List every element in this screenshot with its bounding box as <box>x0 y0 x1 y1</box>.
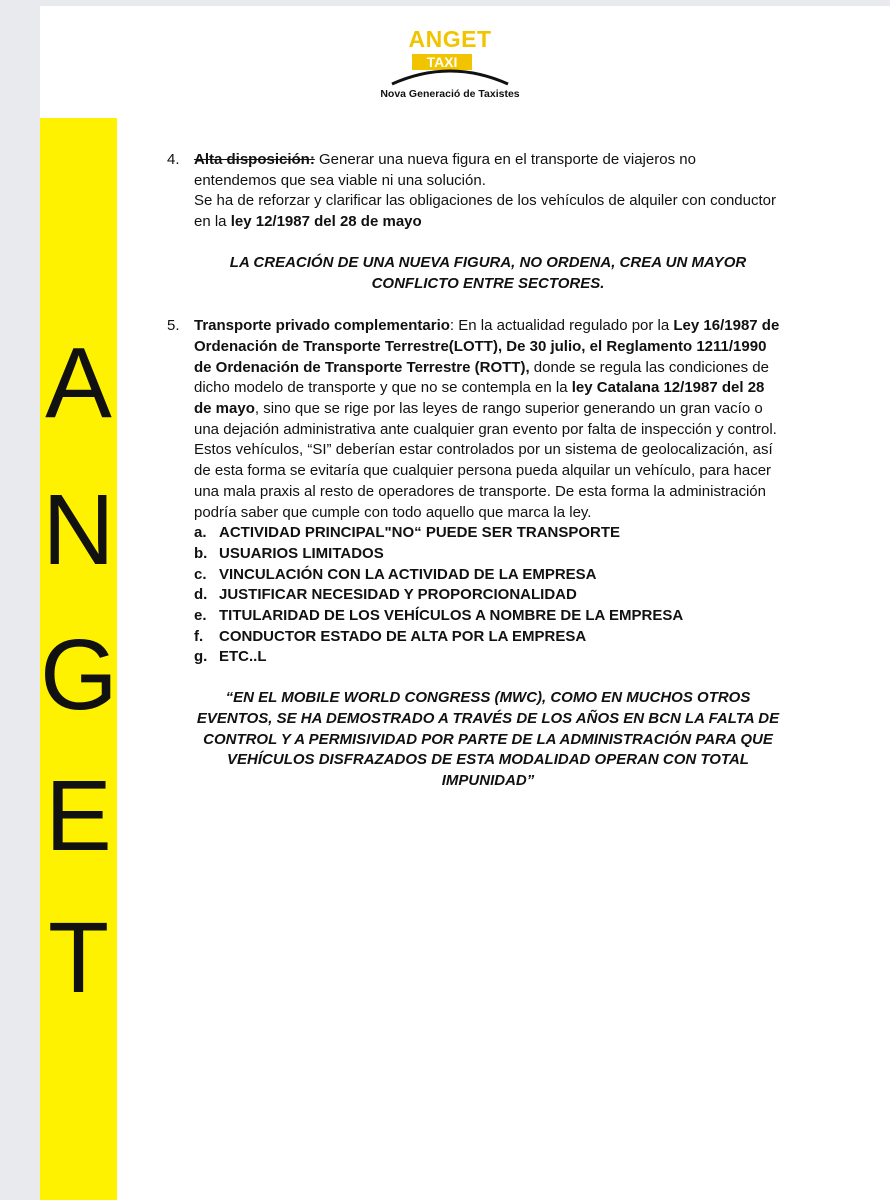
item-4-text-2: Se ha de reforzar y clarificar las obligaciones de los vehículos de alquiler con conductor en la <box>194 192 776 231</box>
item-number: 5. <box>167 317 180 335</box>
item-5-text: : En la actualidad regulado por la <box>449 317 674 335</box>
list-item-text: JUSTIFICAR NECESIDAD Y PROPORCIONALIDAD <box>219 586 577 604</box>
struck-title: Alta disposición: <box>194 151 315 168</box>
item-4-paragraph <box>194 150 782 191</box>
list-item <box>167 585 782 606</box>
logo-taxi-badge: TAXI <box>412 54 472 70</box>
logo-brand: ANGET <box>408 26 492 52</box>
list-item-text: ACTIVIDAD PRINCIPAL"NO“ PUEDE SER TRANSPORTE <box>219 524 621 542</box>
item-5-paragraph <box>194 316 782 440</box>
item-5-title: Transporte privado complementario <box>194 317 450 335</box>
sidebar-letter: T <box>47 902 110 1014</box>
anget-taxi-logo <box>370 26 530 106</box>
section-heading: LA CREACIÓN DE UNA NUEVA FIGURA, NO ORDENA, CREA UN MAYOR CONFLICTO ENTRE SECTORES. <box>229 253 747 292</box>
list-item <box>167 565 782 586</box>
list-letter: e. <box>194 607 207 625</box>
item-number: 4. <box>167 151 180 168</box>
item-5-text: donde se regula las condiciones de dicho modelo de transporte y que no se contempla en la <box>194 358 769 397</box>
logo-tagline: Nova Generació de Taxistes <box>380 88 520 100</box>
list-item-text: CONDUCTOR ESTADO DE ALTA POR LA EMPRESA <box>219 627 587 645</box>
requirements-list <box>167 523 782 668</box>
list-item-5 <box>167 316 782 523</box>
law-reference: Ley 16/1987 de Ordenación de Transporte Terrestre(LOTT), De 30 julio, el Reglamento 1211/1990 de Ordenación de Transporte Terrestre (ROTT), <box>194 317 780 376</box>
list-item <box>167 523 782 544</box>
logo-swoosh-icon <box>388 66 512 86</box>
law-reference: ley Catalana 12/1987 del 28 de mayo <box>194 379 765 418</box>
item-4-paragraph-2 <box>194 191 782 232</box>
closing-quote: “EN EL MOBILE WORLD CONGRESS (MWC), COMO EN MUCHOS OTROS EVENTOS, SE HA DEMOSTRADO A TRAVÉS DE LOS AÑOS EN BCN LA FALTA DE CONTROL Y A PERMISIVIDAD POR PARTE DE LA ADMINISTRACIÓN PARA QUE VEHÍCULOS DISFRAZADOS DE ESTA MODALIDAD OPERAN CON TOTAL IMPUNIDAD” <box>196 689 780 789</box>
list-letter: a. <box>194 524 207 542</box>
list-letter: g. <box>194 648 208 666</box>
list-item-4 <box>167 150 782 233</box>
list-item <box>167 647 782 668</box>
list-item-text: TITULARIDAD DE LOS VEHÍCULOS A NOMBRE DE LA EMPRESA <box>219 607 684 625</box>
list-item-text: VINCULACIÓN CON LA ACTIVIDAD DE LA EMPRESA <box>219 565 597 583</box>
law-reference: ley 12/1987 del 28 de mayo <box>230 213 422 231</box>
list-letter: c. <box>194 565 207 583</box>
list-letter: b. <box>194 544 208 562</box>
list-item <box>167 627 782 648</box>
sidebar-letter: G <box>40 619 118 731</box>
sidebar-letter: N <box>42 474 115 586</box>
list-letter: f. <box>194 627 204 645</box>
list-item <box>167 544 782 565</box>
list-item-text: ETC..L <box>219 648 267 666</box>
sidebar-letter: E <box>45 760 112 872</box>
item-4-text: Generar una nueva figura en el transporte de viajeros no entendemos que sea viable ni una solución. <box>194 151 696 189</box>
sidebar-letter: A <box>45 327 112 439</box>
list-letter: d. <box>194 586 208 604</box>
item-5-text: , sino que se rige por las leyes de rango superior generando un gran vacío o una dejación administrativa ante cualquier gran evento por falta de inspección y control. <box>194 400 777 438</box>
item-5-paragraph-2: Estos vehículos, “SI” deberían estar controlados por un sistema de geolocalización, así de esta forma se evitaría que cualquier persona pueda alquilar un vehículo, para hacer una mala praxis al resto de operadores de transporte. De esta forma la administración podría saber que cumple con todo aquello que marca la ley. <box>194 441 773 521</box>
list-item <box>167 606 782 627</box>
list-item-text: USUARIOS LIMITADOS <box>219 544 384 562</box>
yellow-sidebar <box>40 118 117 1200</box>
document-body <box>167 150 782 792</box>
